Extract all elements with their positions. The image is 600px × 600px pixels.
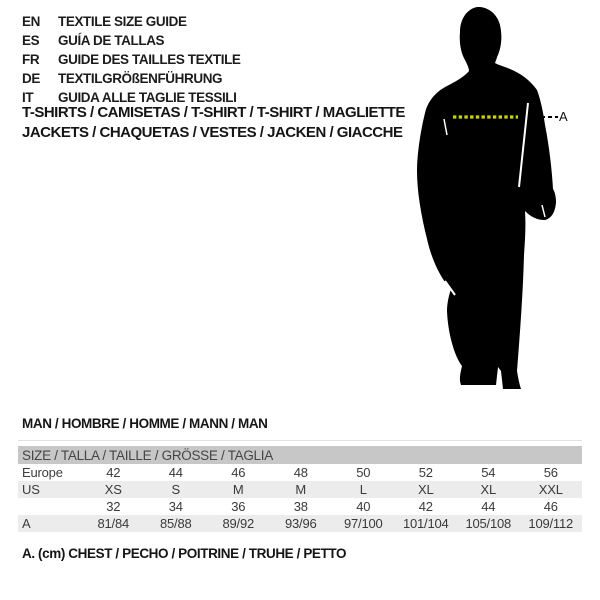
table-top-divider bbox=[18, 440, 582, 441]
table-cell: 44 bbox=[168, 465, 183, 480]
table-row-chest bbox=[18, 515, 582, 532]
size-table-header-row bbox=[18, 446, 582, 464]
table-row-us bbox=[18, 481, 582, 498]
size-table bbox=[18, 446, 582, 532]
table-cell: L bbox=[332, 481, 395, 498]
language-row bbox=[22, 50, 241, 69]
table-cell: 46 bbox=[231, 465, 246, 480]
language-code: ES bbox=[22, 33, 40, 48]
language-code: EN bbox=[22, 14, 40, 29]
category-line-tshirts: T-SHIRTS / CAMISETAS / T-SHIRT / T-SHIRT / MAGLIETTE bbox=[22, 104, 405, 121]
language-label: GUIDA ALLE TAGLIE TESSILI bbox=[58, 90, 237, 105]
row-label: A bbox=[18, 515, 82, 532]
gender-heading: MAN / HOMBRE / HOMME / MANN / MAN bbox=[22, 416, 268, 431]
table-cell: 44 bbox=[481, 499, 496, 514]
table-cell: 42 bbox=[106, 465, 121, 480]
row-label bbox=[18, 498, 82, 515]
table-cell: 109/112 bbox=[520, 515, 583, 532]
table-cell: 85/88 bbox=[145, 515, 208, 532]
row-label: Europe bbox=[22, 465, 63, 480]
table-cell: 105/108 bbox=[457, 515, 520, 532]
language-code: IT bbox=[22, 90, 34, 105]
table-cell: 48 bbox=[293, 465, 308, 480]
language-code: FR bbox=[22, 52, 40, 67]
table-cell: 46 bbox=[543, 499, 558, 514]
language-list bbox=[22, 12, 241, 107]
table-cell: 81/84 bbox=[82, 515, 145, 532]
language-code: DE bbox=[22, 71, 40, 86]
table-cell: 40 bbox=[356, 499, 371, 514]
table-cell: 52 bbox=[418, 465, 433, 480]
table-cell: S bbox=[145, 481, 208, 498]
table-row-europe bbox=[18, 464, 582, 481]
table-cell: 93/96 bbox=[270, 515, 333, 532]
table-cell: 97/100 bbox=[332, 515, 395, 532]
language-label: TEXTILGRÖßENFÜHRUNG bbox=[58, 71, 223, 86]
language-row bbox=[22, 69, 241, 88]
table-cell: 32 bbox=[106, 499, 121, 514]
table-cell: 34 bbox=[168, 499, 183, 514]
table-cell: XL bbox=[395, 481, 458, 498]
table-row-numeric bbox=[18, 498, 582, 515]
table-cell: 50 bbox=[356, 465, 371, 480]
table-cell: 101/104 bbox=[395, 515, 458, 532]
measure-label-a: A bbox=[559, 109, 568, 124]
table-cell: 36 bbox=[231, 499, 246, 514]
language-row bbox=[22, 12, 241, 31]
table-cell: 42 bbox=[418, 499, 433, 514]
table-cell: 54 bbox=[481, 465, 496, 480]
language-row bbox=[22, 31, 241, 50]
table-cell: XS bbox=[82, 481, 145, 498]
table-cell: XL bbox=[457, 481, 520, 498]
table-cell: 89/92 bbox=[207, 515, 270, 532]
language-label: TEXTILE SIZE GUIDE bbox=[58, 14, 187, 29]
table-cell: M bbox=[207, 481, 270, 498]
man-silhouette-figure bbox=[415, 5, 565, 397]
size-table-header: SIZE / TALLA / TAILLE / GRÖSSE / TAGLIA bbox=[18, 446, 582, 464]
language-label: GUIDE DES TAILLES TEXTILE bbox=[58, 52, 241, 67]
footnote-measure-a: A. (cm) CHEST / PECHO / POITRINE / TRUHE / PETTO bbox=[22, 546, 347, 561]
category-list bbox=[22, 103, 405, 143]
language-label: GUÍA DE TALLAS bbox=[58, 33, 165, 48]
row-label: US bbox=[18, 481, 82, 498]
table-cell: 38 bbox=[293, 499, 308, 514]
category-line-jackets: JACKETS / CHAQUETAS / VESTES / JACKEN / GIACCHE bbox=[22, 124, 403, 141]
table-cell: M bbox=[270, 481, 333, 498]
table-cell: XXL bbox=[520, 481, 583, 498]
table-cell: 56 bbox=[543, 465, 558, 480]
